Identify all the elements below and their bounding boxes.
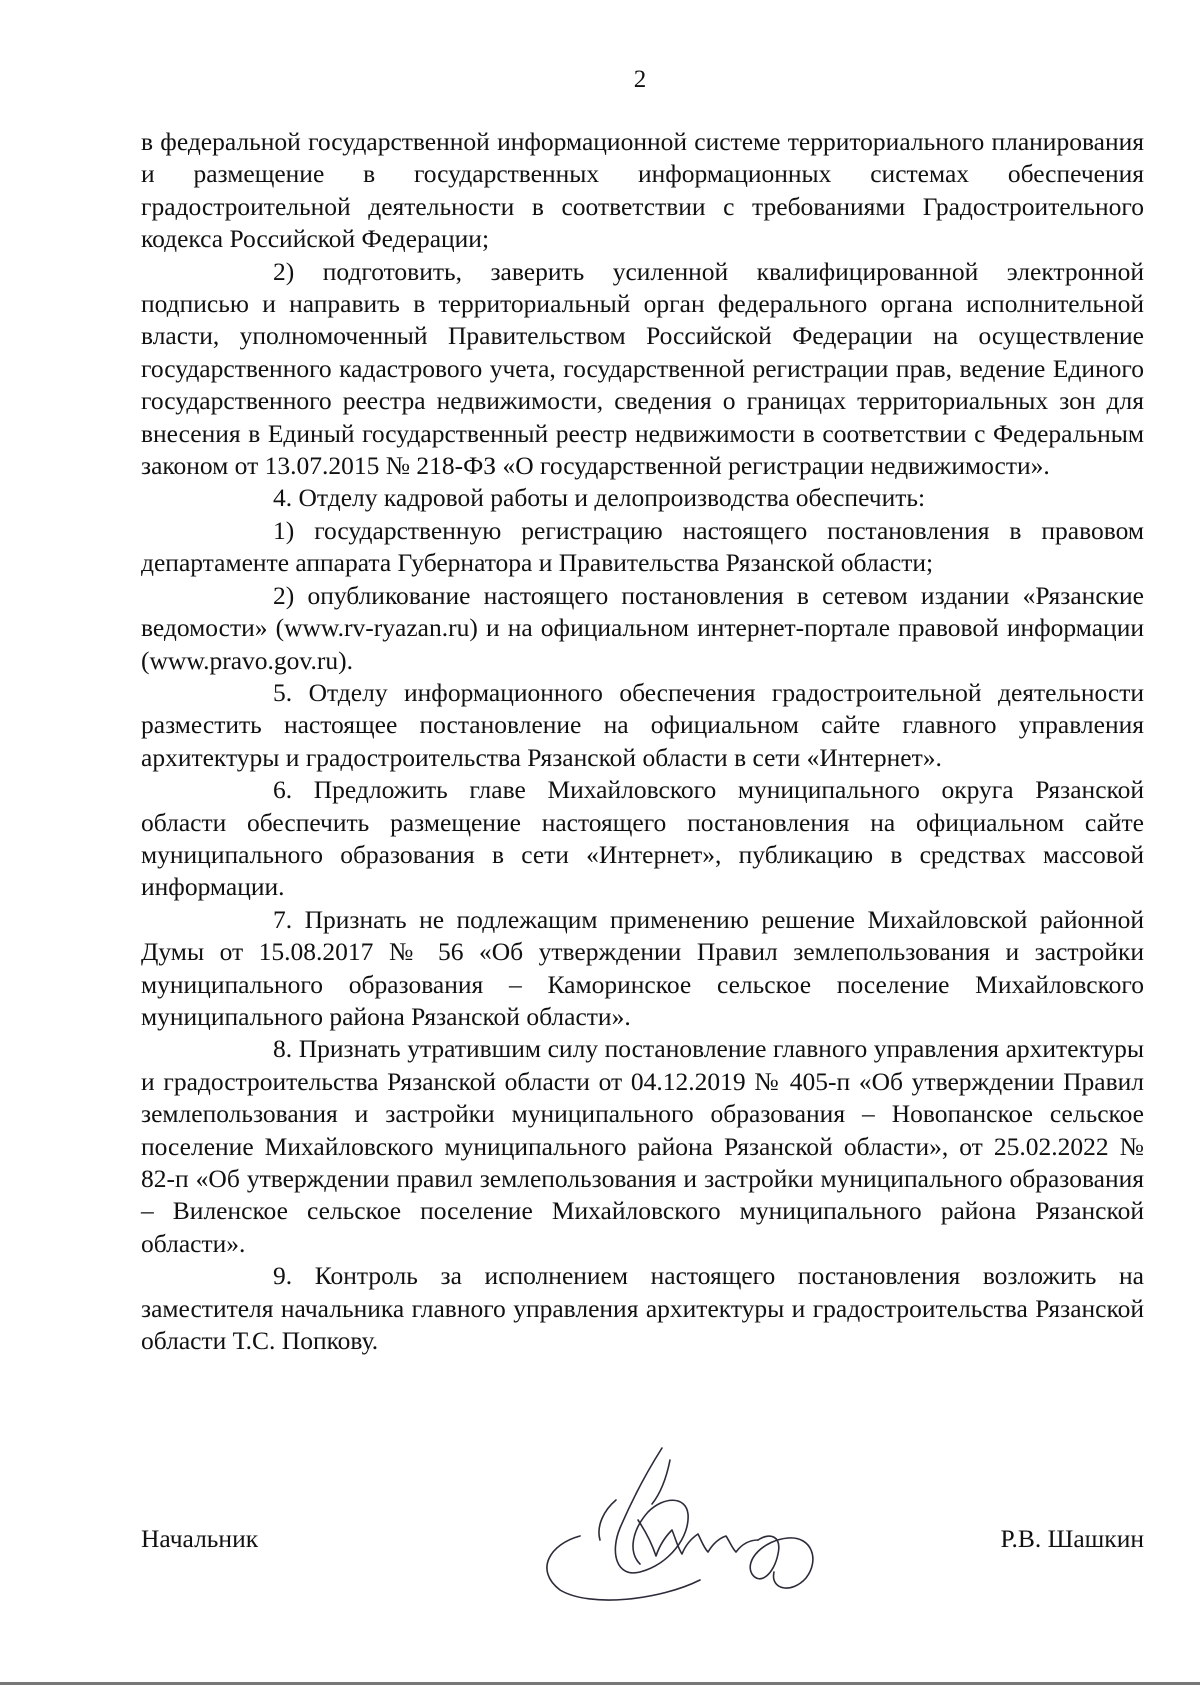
paragraph-subitem-1-registration — [141, 515, 1144, 580]
paragraph-text: в федеральной государственной информационной системе территориального планирования и размещение в государственных информационных системах обеспечения градостроительной деятельности в соответствии с требованиями Градостроительного кодекса Российской Федерации; — [141, 127, 1144, 254]
item-number: 6. — [273, 775, 293, 805]
paragraph-text: Отделу информационного обеспечения градостроительной деятельности разместить настоящее постановление на официальном сайте главного управления архитектуры и градостроительства Рязанской области в сети «Интернет». — [141, 677, 1144, 772]
paragraph-item-4 — [141, 482, 1144, 514]
item-number: 4. — [273, 483, 293, 513]
item-number: 9. — [273, 1261, 293, 1291]
paragraph-subitem-2-submit — [141, 256, 1144, 483]
item-number: 1) — [273, 515, 295, 545]
item-number: 7. — [273, 904, 293, 934]
paragraph-text: Признать не подлежащим применению решение Михайловской районной Думы от 15.08.2017 № 56 «Об утверждении Правил землепользования и застройки муниципального образования – Каморинское сельское поселение Михайловского муниципального района Рязанской области». — [141, 904, 1144, 1031]
paragraph-item-8 — [141, 1033, 1144, 1260]
page-bottom-rule — [0, 1682, 1200, 1685]
paragraph-continuation — [141, 126, 1144, 256]
paragraph-item-5 — [141, 677, 1144, 774]
signatory-name: Р.В. Шашкин — [1000, 1524, 1144, 1553]
page-number: 2 — [633, 66, 647, 93]
handwritten-signature — [520, 1440, 850, 1610]
paragraph-item-7 — [141, 904, 1144, 1034]
paragraph-item-6 — [141, 774, 1144, 904]
paragraph-item-9 — [141, 1260, 1144, 1357]
item-number: 2) — [273, 580, 295, 610]
paragraph-text: Отделу кадровой работы и делопроизводства обеспечить: — [298, 483, 926, 513]
item-number: 5. — [273, 677, 293, 707]
paragraph-text: Контроль за исполнением настоящего постановления возложить на заместителя начальника главного управления архитектуры и градостроительства Рязанской области Т.С. Попкову. — [141, 1261, 1144, 1356]
item-number: 2) — [273, 256, 295, 286]
paragraph-text: подготовить, заверить усиленной квалифицированной электронной подписью и направить в территориальный орган федерального органа исполнительной власти, уполномоченный Правительством Российской Федерации на осуществление государственного кадастрового учета, государственной регистрации прав, ведение Единого государственного реестра недвижимости, сведения о границах территориальных зон для внесения в Единый государственный реестр недвижимости в соответствии с Федеральным законом от 13.07.2015 № 218-ФЗ «О государственной регистрации недвижимости». — [141, 256, 1145, 481]
paragraph-text: опубликование настоящего постановления в сетевом издании «Рязанские ведомости» (www.rv-ryazan.ru) и на официальном интернет-портале правовой информации (www.pravo.gov.ru). — [141, 580, 1144, 675]
paragraph-text: Признать утратившим силу постановление главного управления архитектуры и градостроительства Рязанской области от 04.12.2019 № 405-п «Об утверждении Правил землепользования и застройки муниципального образования – Новопанское сельское поселение Михайловского муниципального района Рязанской области», от 25.02.2022 № 82-п «Об утверждении правил землепользования и застройки муниципального образования – Виленское сельское поселение Михайловского муниципального района Рязанской области». — [141, 1034, 1145, 1258]
paragraph-subitem-2-publication — [141, 580, 1144, 677]
paragraph-text: Предложить главе Михайловского муниципального округа Рязанской области обеспечить размещение настоящего постановления на официальном сайте муниципального образования в сети «Интернет», публикацию в средствах массовой информации. — [141, 775, 1144, 902]
signatory-title: Начальник — [141, 1524, 259, 1553]
paragraph-text: государственную регистрацию настоящего постановления в правовом департаменте аппарата Губернатора и Правительства Рязанской области; — [141, 515, 1144, 578]
item-number: 8. — [273, 1034, 293, 1064]
document-body — [141, 126, 1144, 1357]
